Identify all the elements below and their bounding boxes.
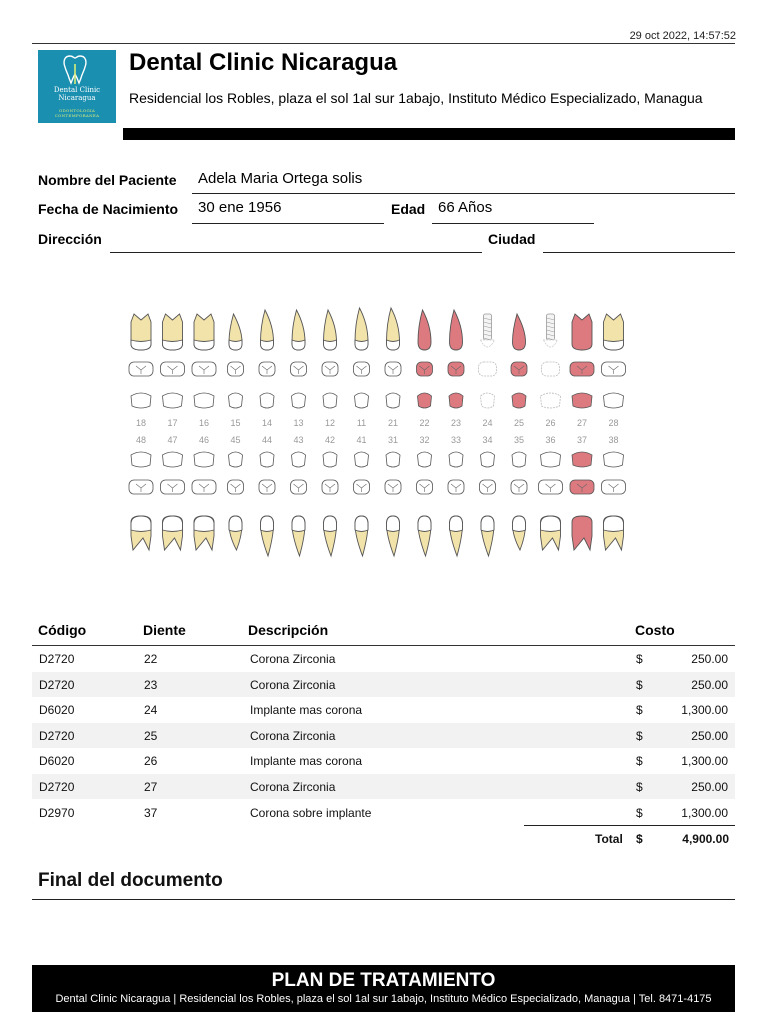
tooth-outline-icon bbox=[386, 452, 400, 467]
cell-tooth: 23 bbox=[144, 677, 158, 692]
age-label: Edad bbox=[391, 201, 426, 217]
cell-amount: 250.00 bbox=[691, 728, 728, 743]
cell-tooth: 26 bbox=[144, 754, 158, 769]
tooth-crown-icon bbox=[387, 340, 400, 350]
cell-tooth: 25 bbox=[144, 728, 158, 743]
clinic-address: Residencial los Robles, plaza el sol 1al sur 1abajo, Instituto Médico Especializado, Managua bbox=[129, 90, 703, 106]
tooth-outline-icon bbox=[604, 452, 624, 467]
cell-description: Corona Zirconia bbox=[250, 652, 336, 666]
tooth-number: 18 bbox=[135, 418, 147, 428]
table-row bbox=[32, 723, 735, 748]
tooth-crown-icon bbox=[292, 340, 305, 350]
tooth-crown-icon bbox=[355, 516, 368, 532]
tooth-crown-icon bbox=[131, 516, 151, 532]
tooth-number: 28 bbox=[608, 418, 619, 428]
top-divider bbox=[32, 43, 735, 44]
table-row bbox=[32, 672, 735, 697]
tooth-number: 35 bbox=[513, 435, 525, 445]
tooth-side-icon bbox=[450, 310, 463, 350]
tooth-side-icon bbox=[513, 314, 526, 350]
tooth-crown-icon bbox=[450, 516, 463, 532]
age-value: 66 Años bbox=[438, 199, 493, 216]
tooth-number: 14 bbox=[261, 418, 273, 428]
tooth-outline-icon bbox=[449, 452, 463, 467]
cell-currency: $ bbox=[636, 677, 643, 692]
col-header-cost: Costo bbox=[635, 622, 675, 638]
tooth-number: 21 bbox=[387, 418, 399, 428]
tooth-number: 12 bbox=[324, 418, 336, 428]
cell-tooth: 24 bbox=[144, 703, 158, 718]
tooth-crown-icon bbox=[355, 340, 368, 350]
tooth-outline-icon bbox=[163, 452, 183, 467]
cell-code: D2720 bbox=[39, 652, 75, 666]
print-timestamp: 29 oct 2022, 14:57:52 bbox=[629, 30, 736, 42]
tooth-outline-icon bbox=[541, 393, 561, 408]
tooth-crown-icon bbox=[194, 516, 214, 532]
total-amount: 4,900.00 bbox=[682, 832, 729, 846]
cell-amount: 1,300.00 bbox=[681, 703, 728, 718]
col-header-description: Descripción bbox=[248, 622, 329, 638]
tooth-number: 38 bbox=[608, 435, 619, 445]
tooth-crown-icon bbox=[418, 516, 431, 532]
tooth-crown-icon bbox=[229, 516, 242, 532]
cell-currency: $ bbox=[636, 703, 643, 718]
tooth-outline-icon bbox=[292, 452, 306, 467]
tooth-crown-icon bbox=[324, 340, 337, 350]
tooth-outline-icon bbox=[355, 393, 369, 408]
tooth-outline-icon bbox=[194, 393, 214, 408]
cell-currency: $ bbox=[636, 780, 643, 794]
footer-subtitle: Dental Clinic Nicaragua | Residencial los Robles, plaza el sol 1al sur 1abajo, Instituto Médico Especializado, Managua | Tel. 8471-4175 bbox=[55, 993, 712, 1005]
tooth-number: 32 bbox=[419, 435, 430, 445]
cell-code: D6020 bbox=[39, 754, 75, 769]
tooth-number: 13 bbox=[293, 418, 304, 428]
tooth-number: 24 bbox=[482, 418, 493, 428]
implant-crown-outline bbox=[544, 340, 558, 347]
end-divider bbox=[32, 899, 735, 900]
cell-amount: 250.00 bbox=[691, 780, 728, 794]
tooth-outline-icon bbox=[572, 452, 592, 467]
tooth-crown-icon bbox=[604, 340, 624, 350]
cell-currency: $ bbox=[636, 754, 643, 769]
tooth-outline-icon bbox=[512, 393, 526, 408]
logo-text-2: Nicaragua bbox=[58, 94, 96, 102]
cell-code: D6020 bbox=[39, 703, 75, 718]
tooth-number: 47 bbox=[167, 435, 178, 445]
footer-bar bbox=[32, 965, 735, 1012]
cell-amount: 1,300.00 bbox=[681, 805, 728, 820]
cell-tooth: 27 bbox=[144, 780, 158, 794]
tooth-number: 22 bbox=[419, 418, 430, 428]
city-line bbox=[543, 252, 735, 253]
tooth-crown-icon bbox=[513, 516, 526, 532]
cell-currency: $ bbox=[636, 805, 643, 820]
birth-date-line bbox=[192, 223, 384, 224]
tooth-crown-icon bbox=[261, 516, 274, 532]
tooth-outline-icon bbox=[604, 393, 624, 408]
patient-name-line bbox=[192, 193, 735, 194]
tooth-outline-icon bbox=[418, 452, 432, 467]
tooth-side-icon bbox=[418, 310, 431, 350]
end-of-document-title: Final del documento bbox=[38, 870, 223, 891]
cell-code: D2720 bbox=[39, 728, 75, 743]
birth-date-value: 30 ene 1956 bbox=[198, 199, 282, 216]
cell-currency: $ bbox=[636, 728, 643, 743]
tooth-number: 46 bbox=[198, 435, 210, 445]
clinic-logo bbox=[38, 50, 116, 123]
tooth-outline-icon bbox=[131, 452, 151, 467]
tooth-outline-icon bbox=[481, 393, 495, 408]
total-rule bbox=[524, 825, 735, 826]
tooth-crown-icon bbox=[541, 516, 561, 532]
cell-code: D2970 bbox=[39, 805, 75, 820]
tooth-number: 43 bbox=[293, 435, 304, 445]
table-row bbox=[32, 748, 735, 773]
tooth-crown-icon bbox=[131, 340, 151, 350]
total-currency: $ bbox=[636, 832, 643, 846]
tooth-crown-icon bbox=[604, 516, 624, 532]
tooth-outline-icon bbox=[418, 393, 432, 408]
address-label: Dirección bbox=[38, 231, 102, 247]
tooth-number: 16 bbox=[198, 418, 210, 428]
logo-tagline: ODONTOLOGIA CONTEMPORANEA bbox=[54, 108, 100, 118]
tooth-number: 48 bbox=[135, 435, 147, 445]
tooth-number: 25 bbox=[513, 418, 525, 428]
tooth-number: 41 bbox=[356, 435, 367, 445]
tooth-occlusal-icon bbox=[479, 362, 497, 376]
tooth-outline-icon bbox=[512, 452, 526, 467]
tooth-number: 42 bbox=[324, 435, 336, 445]
tooth-crown-icon bbox=[163, 516, 183, 532]
tooth-crown-icon bbox=[261, 340, 274, 350]
tooth-crown-icon bbox=[324, 516, 337, 532]
cell-description: Implante mas corona bbox=[250, 754, 363, 769]
tooth-number: 44 bbox=[261, 435, 273, 445]
col-header-tooth: Diente bbox=[143, 622, 186, 638]
tooth-outline-icon bbox=[229, 452, 243, 467]
cell-description: Corona Zirconia bbox=[250, 677, 336, 692]
tooth-number: 45 bbox=[230, 435, 241, 445]
patient-name-value: Adela Maria Ortega solis bbox=[198, 170, 363, 187]
tooth-number: 23 bbox=[450, 418, 462, 428]
tooth-outline-icon bbox=[572, 393, 592, 408]
tooth-number: 36 bbox=[545, 435, 556, 445]
tooth-outline-icon bbox=[449, 393, 463, 408]
cell-code: D2720 bbox=[39, 780, 75, 794]
table-row bbox=[32, 646, 735, 671]
tooth-outline-icon bbox=[355, 452, 369, 467]
col-header-code: Código bbox=[38, 622, 87, 638]
tooth-outline-icon bbox=[163, 393, 183, 408]
clinic-name: Dental Clinic Nicaragua bbox=[129, 49, 398, 76]
cell-tooth: 22 bbox=[144, 652, 158, 666]
tooth-outline-icon bbox=[229, 393, 243, 408]
table-row bbox=[32, 800, 735, 825]
tooth-number: 37 bbox=[576, 435, 588, 445]
tooth-outline-icon bbox=[260, 393, 274, 408]
cell-tooth: 37 bbox=[144, 805, 158, 820]
tooth-crown-icon bbox=[387, 516, 400, 532]
tooth-outline-icon bbox=[260, 452, 274, 467]
address-line bbox=[110, 252, 482, 253]
tooth-crown-icon bbox=[194, 340, 214, 350]
header-bar bbox=[123, 128, 735, 140]
table-row bbox=[32, 697, 735, 722]
tooth-crown-icon bbox=[481, 516, 494, 532]
tooth-number: 33 bbox=[450, 435, 462, 445]
birth-date-label: Fecha de Nacimiento bbox=[38, 201, 179, 217]
implant-crown-outline bbox=[481, 340, 495, 347]
tooth-outline-icon bbox=[323, 452, 337, 467]
tooth-crown-icon bbox=[292, 516, 305, 532]
tooth-occlusal-icon bbox=[542, 362, 560, 376]
tooth-number: 11 bbox=[356, 418, 367, 428]
total-label: Total bbox=[595, 832, 623, 846]
tooth-number: 26 bbox=[545, 418, 556, 428]
cell-amount: 250.00 bbox=[691, 677, 728, 692]
cell-description: Corona Zirconia bbox=[250, 780, 336, 794]
tooth-number: 15 bbox=[230, 418, 241, 428]
patient-name-label: Nombre del Paciente bbox=[38, 172, 177, 188]
tooth-outline-icon bbox=[194, 452, 214, 467]
tooth-logo-icon bbox=[38, 50, 116, 90]
tooth-crown-icon bbox=[229, 340, 242, 350]
tooth-number: 31 bbox=[387, 435, 399, 445]
cell-code: D2720 bbox=[39, 677, 75, 692]
tooth-outline-icon bbox=[323, 393, 337, 408]
logo-text-1: Dental Clinic bbox=[53, 86, 101, 94]
tooth-crown-icon bbox=[163, 340, 183, 350]
table-row bbox=[32, 774, 735, 799]
odontogram-chart bbox=[118, 300, 638, 562]
cell-amount: 1,300.00 bbox=[681, 754, 728, 769]
tooth-number: 27 bbox=[576, 418, 588, 428]
footer-title: PLAN DE TRATAMIENTO bbox=[271, 970, 496, 991]
cell-amount: 250.00 bbox=[691, 652, 728, 666]
tooth-outline-icon bbox=[481, 452, 495, 467]
tooth-side-icon bbox=[572, 314, 592, 350]
tooth-outline-icon bbox=[386, 393, 400, 408]
tooth-number: 34 bbox=[482, 435, 493, 445]
tooth-side-icon bbox=[572, 516, 592, 550]
age-line bbox=[432, 223, 594, 224]
tooth-number: 17 bbox=[167, 418, 178, 428]
tooth-outline-icon bbox=[292, 393, 306, 408]
tooth-outline-icon bbox=[131, 393, 151, 408]
cell-currency: $ bbox=[636, 652, 643, 666]
cell-description: Corona Zirconia bbox=[250, 728, 336, 743]
cell-description: Implante mas corona bbox=[250, 703, 363, 718]
tooth-outline-icon bbox=[541, 452, 561, 467]
city-label: Ciudad bbox=[488, 231, 536, 247]
cell-description: Corona sobre implante bbox=[250, 805, 372, 820]
